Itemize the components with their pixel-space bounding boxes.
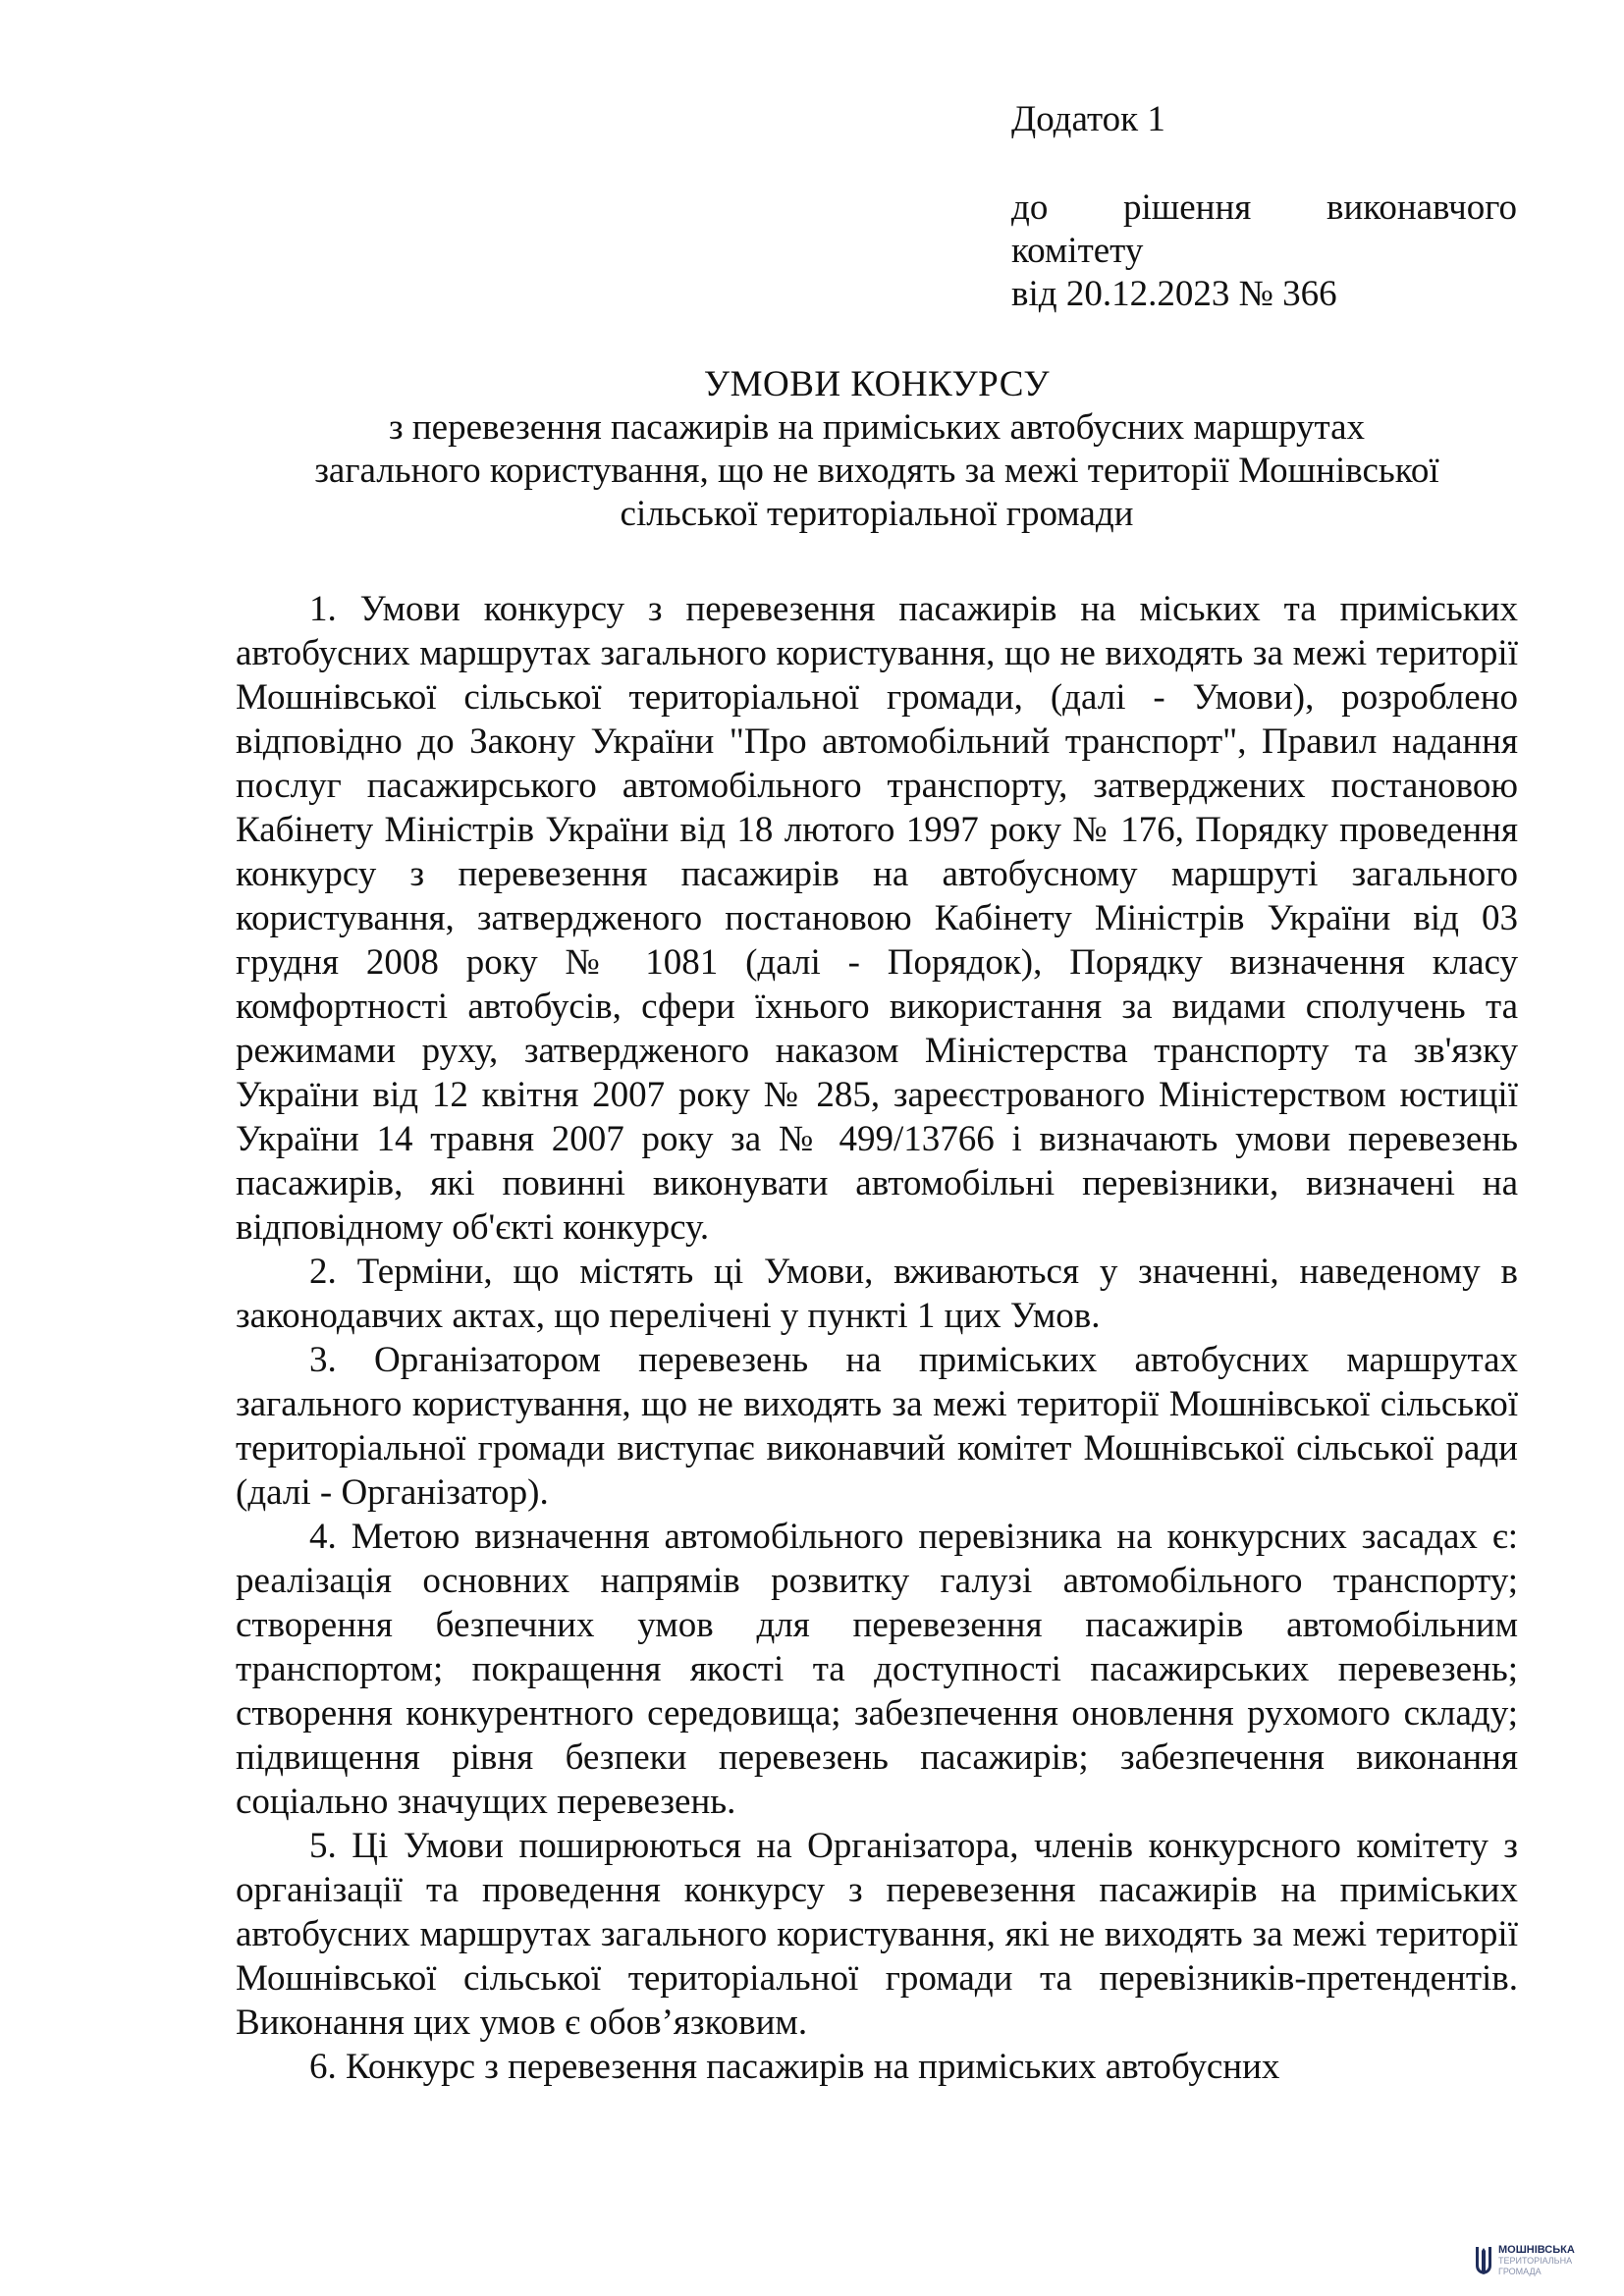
paragraph-5: 5. Ці Умови поширюються на Організатора, членів конкурсного комітету з організації та проведення конкурсу з перевезення пасажирів на приміських автобусних маршрутах загального користування, які не виходять за межі території Мошнівської сільської територіальної громади та перевізників-претендентів. Виконання цих умов є обов’язковим. bbox=[236, 1826, 1518, 2043]
annex-word-decision: рішення bbox=[1122, 187, 1252, 228]
community-logo bbox=[1475, 2239, 1612, 2282]
annex-title: Додаток 1 bbox=[1011, 99, 1165, 139]
logo-text bbox=[1498, 2245, 1575, 2277]
paragraph-1: 1. Умови конкурсу з перевезення пасажирів на міських та приміських автобусних маршрутах загального користування, що не виходять за межі території Мошнівської сільської територіальної громади, (далі - Умови), розроблено відповідно до Закону України "Про автомобільний транспорт", Правил надання послуг пасажирського автомобільного транспорту, затверджених постановою Кабінету Міністрів України від 18 лютого 1997 року № 176, Порядку проведення конкурсу з перевезення пасажирів на автобусному маршруті загального користування, затвердженого постановою Кабінету Міністрів України від 03 грудня 2008 року № 1081 (далі - Порядок), Порядку визначення класу комфортності автобусів, сфери їхнього використання за видами сполучень та режимами руху, затвердженого наказом Міністерства транспорту та зв'язку України від 12 квітня 2007 року № 285, зареєстрованого Міністерством юстиції України 14 травня 2007 року за № 499/13766 і визначають умови перевезень пасажирів, які повинні виконувати автомобільні перевізники, визначені на відповідному об'єкті конкурсу. bbox=[236, 589, 1518, 1248]
document-body bbox=[236, 587, 1518, 2089]
paragraph-3: 3. Організатором перевезень на приміських автобусних маршрутах загального користування, що не виходять за межі території Мошнівської сільської територіальної громади виступає виконавчий комітет Мошнівської сільської ради (далі - Організатор). bbox=[236, 1340, 1518, 1513]
logo-line-3: ГРОМАДА bbox=[1498, 2266, 1542, 2276]
annex-decision-reference bbox=[1011, 187, 1517, 316]
document-subtitle-line-3: сільської територіальної громади bbox=[620, 494, 1134, 534]
trident-icon bbox=[1475, 2246, 1492, 2275]
logo-line-1: МОШНІВСЬКА bbox=[1498, 2243, 1575, 2256]
document-subtitle-line-2: загального користування, що не виходять за межі території Мошнівської bbox=[314, 451, 1439, 491]
annex-word-to: до bbox=[1011, 187, 1049, 228]
logo-line-2: ТЕРИТОРІАЛЬНА bbox=[1498, 2255, 1573, 2266]
paragraph-2: 2. Терміни, що містять ці Умови, вживаються у значенні, наведеному в законодавчих актах, що перелічені у пункті 1 цих Умов. bbox=[236, 1252, 1518, 1336]
document-title: УМОВИ КОНКУРСУ bbox=[703, 364, 1051, 404]
paragraph-6: 6. Конкурс з перевезення пасажирів на приміських автобусних bbox=[309, 2047, 1280, 2087]
annex-word-executive: виконавчого bbox=[1326, 187, 1517, 228]
annex-line-to-decision bbox=[1011, 187, 1517, 230]
paragraph-4: 4. Метою визначення автомобільного перевізника на конкурсних засадах є: реалізація основних напрямів розвитку галузі автомобільного транспорту; створення безпечних умов для перевезення пасажирів автомобільним транспортом; покращення якості та доступності пасажирських перевезень; створення конкурентного середовища; забезпечення оновлення рухомого складу; підвищення рівня безпеки перевезень пасажирів; забезпечення виконання соціально значущих перевезень. bbox=[236, 1517, 1518, 1822]
annex-date-number: від 20.12.2023 № 366 bbox=[1011, 274, 1337, 314]
annex-committee: комітету bbox=[1011, 231, 1144, 271]
document-title-block bbox=[236, 363, 1518, 536]
document-subtitle-line-1: з перевезення пасажирів на приміських автобусних маршрутах bbox=[389, 407, 1365, 448]
